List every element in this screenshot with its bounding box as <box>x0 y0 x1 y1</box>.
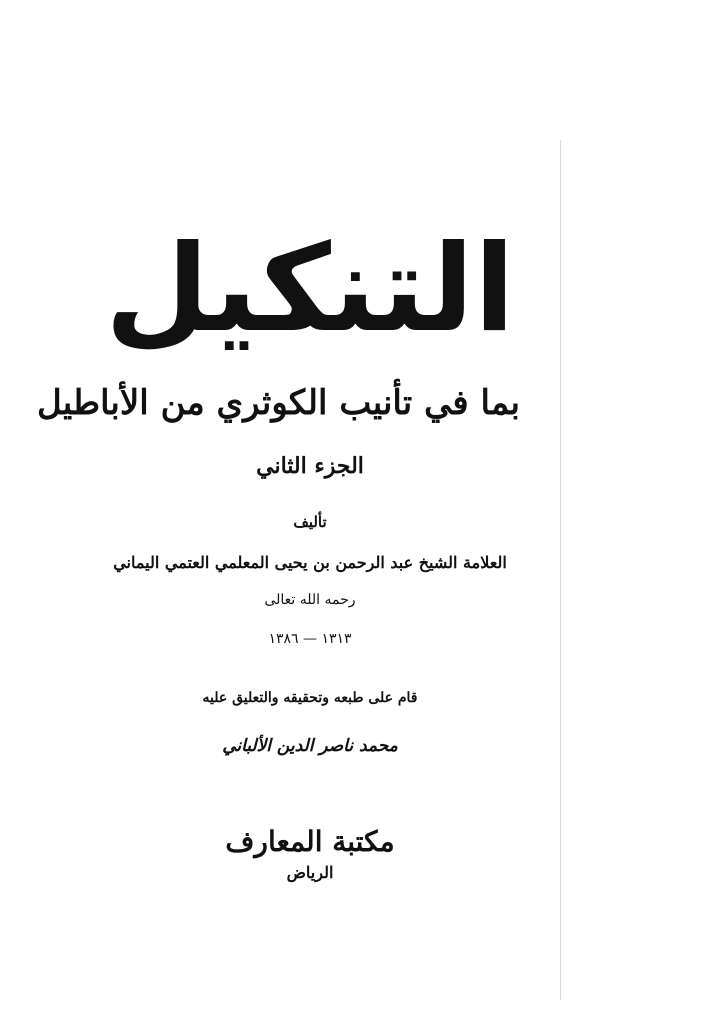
volume-label: الجزء الثاني <box>256 453 364 479</box>
book-title: التنكيل <box>104 220 516 359</box>
author-honorific: رحمه الله تعالى <box>264 592 356 608</box>
book-subtitle: بما في تأنيب الكوثري من الأباطيل <box>37 383 520 423</box>
authored-by-label: تأليف <box>293 513 327 531</box>
author-dates: ١٣١٣ — ١٣٨٦ <box>268 631 352 647</box>
author-name: العلامة الشيخ عبد الرحمن بن يحيى المعلمي العتمي اليماني <box>113 553 507 572</box>
publisher-name: مكتبة المعارف <box>225 825 395 858</box>
edited-by-label: قام على طبعه وتحقيقه والتعليق عليه <box>202 690 418 706</box>
page-fold-line <box>560 140 561 1000</box>
publisher-city: الرياض <box>286 863 334 882</box>
editor-name: محمد ناصر الدين الألباني <box>222 736 398 756</box>
